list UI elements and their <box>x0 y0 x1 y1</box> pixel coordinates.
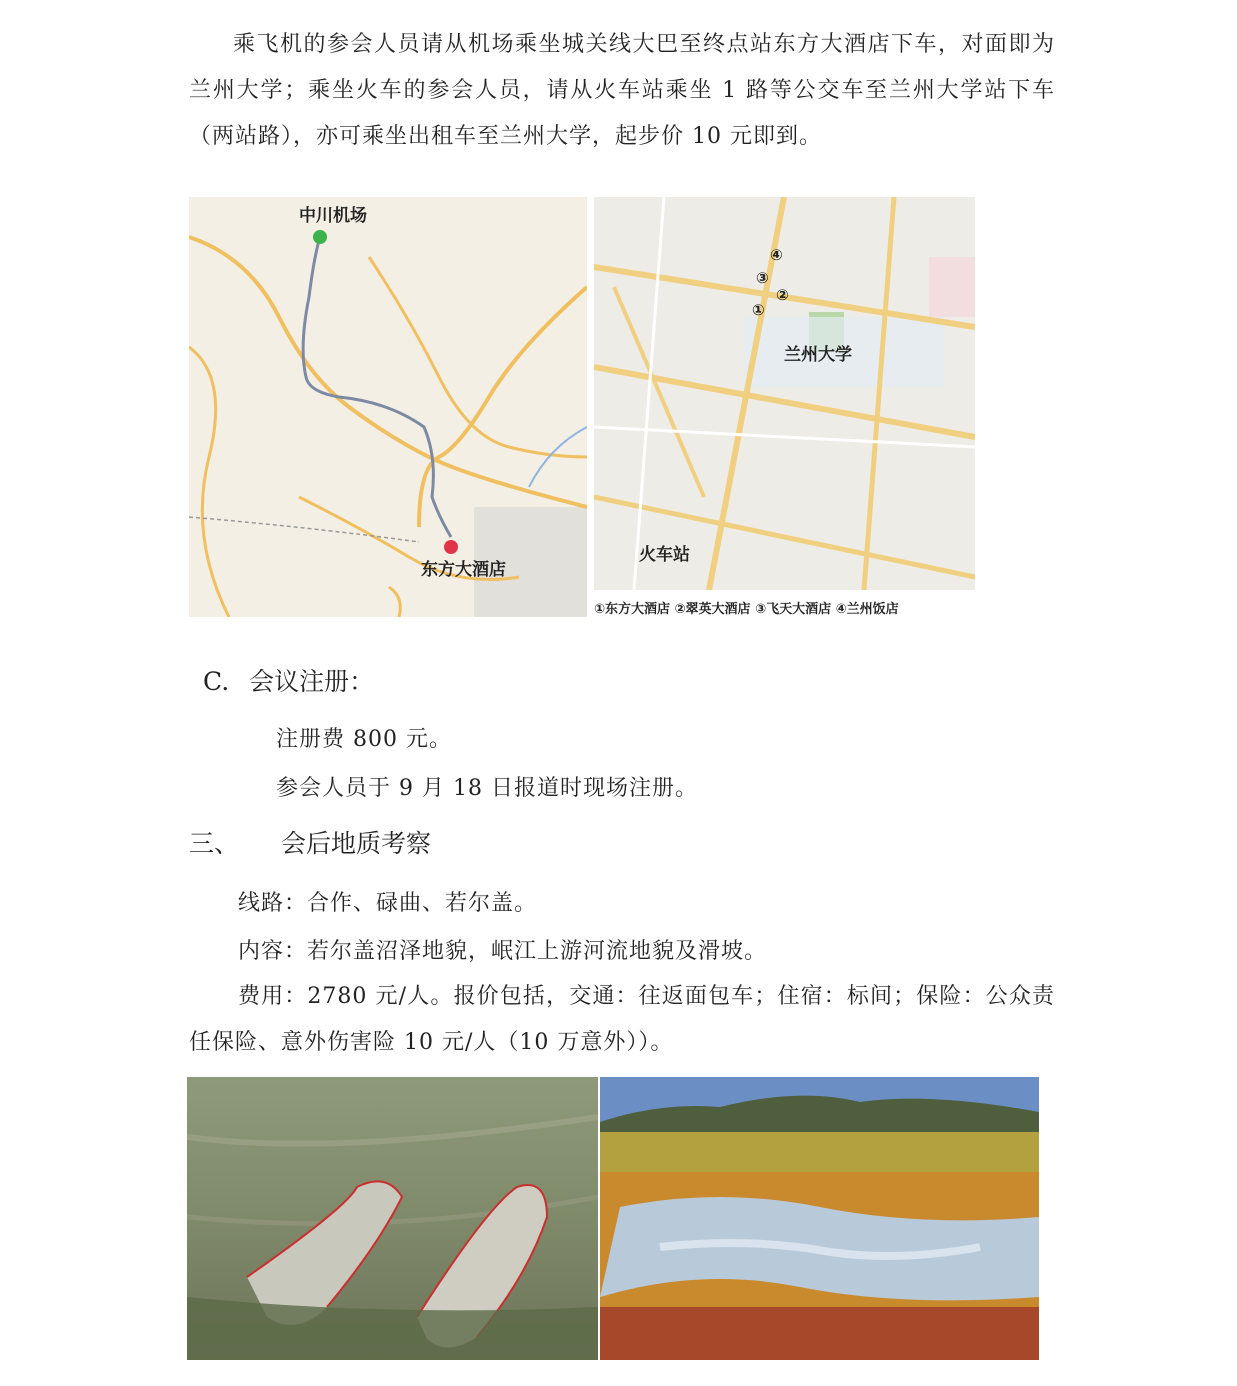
marker-2: ② <box>776 286 789 304</box>
intro-paragraph: 乘飞机的参会人员请从机场乘坐城关线大巴至终点站东方大酒店下车，对面即为兰州大学；乘坐火车的参会人员，请从火车站乘坐 1 路等公交车至兰州大学站下车（两站路），亦可乘坐出租车至兰州大学，起步价 10 元即到。 <box>189 32 1055 149</box>
field-trip-route: 线路：合作、碌曲、若尔盖。 <box>238 891 538 916</box>
section-c-title: 会议注册： <box>249 667 375 696</box>
university-label: 兰州大学 <box>784 345 852 365</box>
marsh-photo <box>600 1077 1039 1360</box>
field-trip-content: 内容：若尔盖沼泽地貌，岷江上游河流地貌及滑坡。 <box>238 939 768 964</box>
landslide-photo <box>187 1077 598 1360</box>
registration-info: 参会人员于 9 月 18 日报道时现场注册。 <box>276 776 698 801</box>
marker-1: ① <box>752 301 765 319</box>
station-label: 火车站 <box>639 545 690 565</box>
section-c-label: C. <box>203 667 230 696</box>
marker-3: ③ <box>756 269 769 287</box>
airport-label: 中川机场 <box>299 206 367 226</box>
section-3-heading <box>189 824 431 860</box>
section-3-label: 三、 <box>189 829 240 858</box>
route-map <box>189 197 587 617</box>
field-trip-cost: 费用：2780 元/人。报价包括，交通：往返面包车；住宿：标间；保险：公众责任保险、意外伤害险 10 元/人（10 万意外））。 <box>189 984 1055 1055</box>
city-map <box>594 197 975 590</box>
marker-4: ④ <box>770 246 783 264</box>
section-c-heading <box>203 662 374 698</box>
section-3-title: 会后地质考察 <box>280 829 431 858</box>
hotel-label: 东方大酒店 <box>421 560 506 580</box>
registration-fee: 注册费 800 元。 <box>276 727 452 752</box>
city-map-caption: ①东方大酒店 ②翠英大酒店 ③飞天大酒店 ④兰州饭店 <box>594 602 899 617</box>
